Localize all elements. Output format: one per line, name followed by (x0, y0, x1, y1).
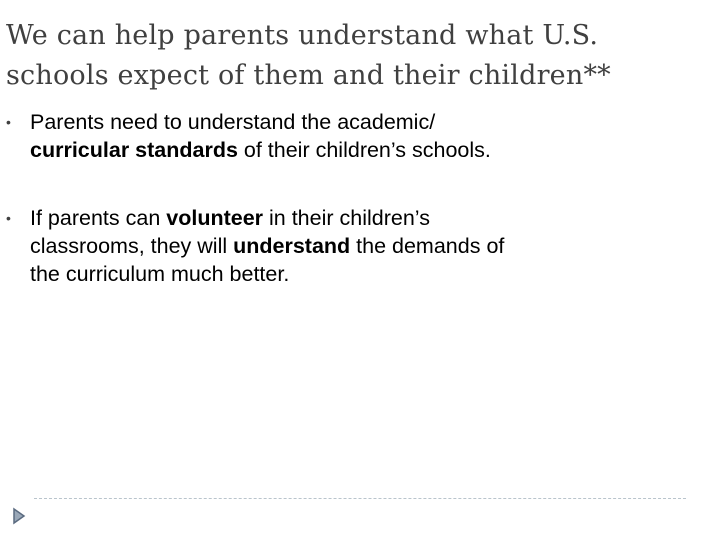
title-line-1: We can help parents understand what U.S. (6, 20, 599, 51)
bullet-item (0, 204, 680, 288)
title-line-2: schools expect of them and their children** (6, 60, 611, 91)
slide-title (6, 16, 706, 96)
bullet-run: If parents can (30, 206, 167, 230)
bullet-run: of their children’s schools. (237, 138, 491, 162)
bullet-run: the demands of (350, 234, 505, 258)
bullet-emphasis: curricular standards (30, 138, 238, 162)
bullet-text (30, 204, 650, 288)
bullet-dot-icon: • (6, 210, 11, 226)
bullet-run: in their children’s (263, 206, 430, 230)
bullet-list (0, 108, 680, 328)
bullet-run: Parents need to understand the academic/ (30, 110, 436, 134)
bullet-emphasis: understand (233, 234, 351, 258)
bullet-run: the curriculum much better. (30, 262, 290, 286)
triangle-arrow-icon (12, 507, 26, 525)
footer-divider (34, 498, 686, 499)
bullet-run: classrooms, they will (30, 234, 234, 258)
bullet-dot-icon: • (6, 114, 11, 130)
bullet-item (0, 108, 680, 164)
bullet-emphasis: volunteer (166, 206, 264, 230)
bullet-text (30, 108, 650, 164)
